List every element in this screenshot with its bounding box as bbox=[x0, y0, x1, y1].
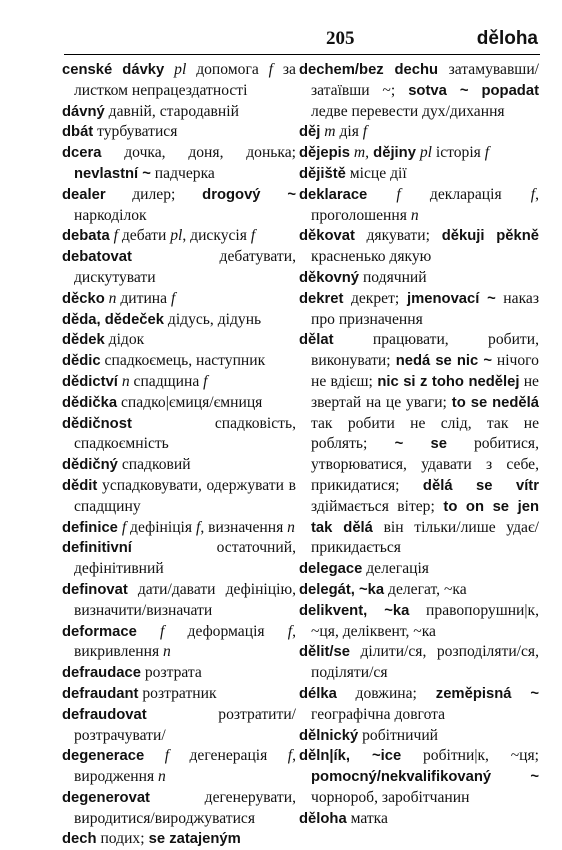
translation: дякувати; bbox=[354, 227, 430, 245]
grammar-label: f bbox=[136, 622, 165, 640]
dictionary-entry bbox=[299, 580, 539, 601]
grammar-label: m bbox=[320, 123, 336, 141]
translation: дідусь, дідунь bbox=[163, 310, 262, 328]
headword: defraudace bbox=[62, 665, 141, 682]
headword: debatovat bbox=[62, 249, 132, 266]
dictionary-entry bbox=[62, 580, 296, 622]
dictionary-entry bbox=[299, 60, 539, 122]
translation: турбуватися bbox=[93, 123, 178, 141]
translation: розтратник bbox=[138, 684, 217, 702]
headword: dělnický bbox=[299, 727, 359, 744]
headword: dbát bbox=[62, 124, 94, 141]
headword: delikvent, ~ka bbox=[299, 602, 410, 619]
translation: робітни|к, ~ця; bbox=[401, 747, 539, 765]
dictionary-entry bbox=[299, 226, 539, 268]
grammar-label: pl bbox=[164, 61, 187, 78]
dictionary-entry bbox=[62, 663, 296, 684]
translation: дія bbox=[335, 123, 359, 141]
dictionary-entry bbox=[62, 330, 296, 351]
dictionary-entry bbox=[299, 185, 539, 227]
dictionary-entry bbox=[62, 247, 296, 289]
header-rule bbox=[64, 54, 540, 55]
phrase: drogový ~ bbox=[175, 186, 297, 203]
phrase: censké dávky bbox=[62, 62, 165, 78]
headword: degenerovat bbox=[62, 789, 150, 806]
translation: дідок bbox=[104, 331, 145, 349]
phrase: dělá se vítr bbox=[399, 477, 539, 494]
dictionary-entry bbox=[62, 455, 296, 476]
dictionary-entry bbox=[299, 559, 539, 580]
dictionary-entry bbox=[62, 518, 296, 539]
dictionary-entry bbox=[299, 809, 539, 830]
translation: правопорушни|к, ~ця, деліквент, ~ка bbox=[311, 601, 539, 640]
headword: děloha bbox=[299, 810, 347, 827]
translation: він тільки/лише удає/прикидається bbox=[311, 518, 540, 557]
translation: , дискусія bbox=[182, 227, 247, 245]
translation: спадко|ємиця/ємниця bbox=[117, 393, 263, 411]
right-column bbox=[299, 60, 539, 829]
translation: подих; bbox=[96, 830, 145, 848]
headword: dělat bbox=[299, 332, 334, 349]
grammar-label: pl bbox=[415, 144, 432, 162]
dictionary-entry bbox=[299, 289, 539, 331]
headword: degenerace bbox=[62, 748, 145, 765]
translation: спадщина bbox=[129, 372, 200, 390]
dictionary-entry bbox=[62, 351, 296, 372]
translation: дилер; bbox=[105, 185, 176, 203]
headword: děj bbox=[299, 124, 321, 141]
phrase: nevlastní ~ bbox=[74, 165, 151, 182]
dictionary-entry bbox=[62, 60, 296, 102]
dictionary-entry bbox=[62, 185, 296, 227]
translation: дебати bbox=[117, 227, 167, 245]
headword: deklarace bbox=[299, 186, 368, 203]
dictionary-entry bbox=[62, 476, 296, 518]
grammar-label: f bbox=[117, 518, 127, 536]
dictionary-entry bbox=[299, 642, 539, 684]
translation: спадковий bbox=[117, 456, 191, 474]
grammar-label: f bbox=[167, 289, 176, 307]
dictionary-entry bbox=[299, 726, 539, 747]
grammar-label: f bbox=[199, 372, 208, 390]
translation: нічого не вдієш; bbox=[311, 352, 539, 390]
headword: děkovat bbox=[299, 228, 355, 245]
translation: декрет; bbox=[343, 289, 400, 307]
dictionary-entry bbox=[299, 746, 539, 808]
dictionary-entry bbox=[299, 330, 539, 559]
translation: падчерка bbox=[150, 164, 215, 182]
dictionary-entry bbox=[62, 289, 296, 310]
translation: матка bbox=[346, 809, 388, 827]
translation: ледве перевести дух/дихання bbox=[311, 102, 505, 120]
dictionary-entry bbox=[299, 143, 539, 164]
headword: dech bbox=[62, 831, 97, 848]
dictionary-entry bbox=[299, 122, 539, 143]
dictionary-entry bbox=[62, 788, 296, 830]
dictionary-entry bbox=[62, 143, 296, 185]
translation: делегат, ~ка bbox=[384, 580, 467, 598]
headword: děcko bbox=[62, 290, 105, 307]
running-head: děloha bbox=[476, 28, 538, 49]
headword: dědictví bbox=[62, 373, 118, 390]
translation: , викривлення bbox=[74, 622, 296, 661]
translation: дебатувати, дискутувати bbox=[74, 248, 296, 286]
phrase: dějiny bbox=[369, 145, 416, 162]
headword: dealer bbox=[62, 186, 106, 203]
dictionary-entry bbox=[62, 829, 296, 850]
grammar-label: f bbox=[480, 144, 490, 162]
translation: дегенерувати, виродитися/вироджуватися bbox=[74, 788, 296, 827]
translation: давній, стародавній bbox=[104, 102, 239, 120]
phrase: pomocný/nekvalifikovaný ~ bbox=[311, 769, 539, 786]
headword: dědičnost bbox=[62, 415, 132, 432]
headword: dějiště bbox=[299, 165, 346, 182]
grammar-label: n bbox=[159, 643, 171, 661]
translation: працювати, робити, виконувати; bbox=[311, 331, 539, 370]
grammar-label: f bbox=[358, 123, 368, 141]
translation: здіймається вітер; bbox=[311, 497, 435, 515]
headword: děda, dědeček bbox=[62, 311, 164, 328]
dictionary-entry bbox=[299, 601, 539, 643]
translation: історія bbox=[431, 144, 481, 162]
translation: дефініція bbox=[126, 518, 193, 536]
phrase: ~ se bbox=[367, 436, 447, 453]
translation: успадковувати, одержувати в спадщину bbox=[74, 476, 296, 515]
dictionary-entry bbox=[62, 414, 296, 456]
grammar-label: f bbox=[258, 61, 273, 78]
translation: дитина bbox=[116, 289, 168, 307]
translation: географічна довгота bbox=[311, 705, 446, 723]
translation: розтратити/розтрачувати/ bbox=[74, 705, 296, 744]
grammar-label: pl bbox=[166, 227, 183, 245]
translation: робітничий bbox=[358, 726, 439, 744]
phrase: děkuji pěkně bbox=[429, 228, 540, 245]
grammar-label: n bbox=[104, 289, 117, 307]
grammar-label: f bbox=[264, 622, 293, 640]
headword: defraudant bbox=[62, 685, 139, 702]
translation: , визначення bbox=[200, 518, 284, 536]
dictionary-entry bbox=[299, 268, 539, 289]
headword: děkovný bbox=[299, 269, 360, 286]
headword: debata bbox=[62, 228, 110, 245]
translation: допомога bbox=[186, 61, 259, 78]
phrase: sotva ~ popadat bbox=[395, 82, 539, 99]
grammar-label: f bbox=[109, 227, 118, 245]
grammar-label: f bbox=[367, 185, 401, 203]
translation: спадкоємець, наступник bbox=[100, 352, 266, 370]
translation: розтрата bbox=[140, 664, 202, 682]
phrase: nedá se nic ~ bbox=[390, 353, 492, 370]
translation: за листком непрацездатності bbox=[74, 61, 296, 99]
grammar-label: m, bbox=[350, 144, 370, 162]
translation: дегенерація bbox=[169, 747, 268, 765]
phrase: nic si z toho nedělej bbox=[372, 373, 520, 390]
translation: подячний bbox=[359, 268, 427, 286]
headword: deformace bbox=[62, 623, 137, 640]
grammar-label: n bbox=[406, 206, 419, 224]
phrase: se zatajeným bbox=[144, 831, 241, 848]
headword: dechem/bez dechu bbox=[299, 62, 439, 78]
headword: delegát, ~ka bbox=[299, 581, 385, 598]
dictionary-entry bbox=[62, 226, 296, 247]
translation: делегація bbox=[362, 560, 429, 578]
headword: děln|ík, ~ice bbox=[299, 748, 402, 765]
dictionary-entry bbox=[62, 122, 296, 143]
grammar-label: f bbox=[501, 185, 536, 203]
translation: дати/давати дефініцію, визначити/визначати bbox=[74, 580, 296, 619]
translation: красненько дякую bbox=[311, 248, 432, 266]
grammar-label: n bbox=[154, 768, 166, 786]
headword: dědička bbox=[62, 394, 118, 411]
headword: definitivní bbox=[62, 540, 132, 557]
translation: робитися, утворюватися, удавати з себе, прикидатися; bbox=[311, 435, 539, 494]
translation: деформація bbox=[164, 622, 265, 640]
headword: dávný bbox=[62, 103, 105, 120]
dictionary-entry bbox=[62, 393, 296, 414]
headword: dědek bbox=[62, 332, 105, 349]
headword: defraudovat bbox=[62, 706, 147, 723]
dictionary-entry bbox=[299, 684, 539, 726]
translation: наркоділок bbox=[74, 206, 147, 224]
translation: спадковість, спадкоємність bbox=[74, 414, 296, 453]
headword: dekret bbox=[299, 290, 344, 307]
dictionary-entry bbox=[62, 684, 296, 705]
phrase: to se nedělá bbox=[446, 394, 539, 411]
headword: délka bbox=[299, 685, 337, 702]
headword: definice bbox=[62, 519, 118, 536]
translation: дочка, доня, донька; bbox=[101, 144, 296, 162]
translation: , виродження bbox=[74, 747, 297, 786]
grammar-label: f bbox=[267, 747, 293, 765]
dictionary-entry bbox=[62, 102, 296, 123]
headword: dědit bbox=[62, 477, 98, 494]
dictionary-entry bbox=[62, 538, 296, 580]
grammar-label: n bbox=[117, 372, 130, 390]
translation: , проголошення bbox=[311, 185, 540, 224]
headword: dělit/se bbox=[299, 644, 350, 661]
grammar-label: f bbox=[192, 518, 201, 536]
phrase: to on se jen tak dělá bbox=[311, 498, 539, 536]
grammar-label: f bbox=[246, 227, 256, 245]
headword: dědic bbox=[62, 353, 101, 370]
dictionary-entry bbox=[62, 705, 296, 747]
translation: чорнороб, заробітчанин bbox=[311, 788, 470, 806]
headword: delegace bbox=[299, 561, 363, 578]
translation: ділити/ся, розподіляти/ся, поділяти/ся bbox=[311, 643, 539, 682]
page-number: 205 bbox=[326, 28, 355, 49]
headword: definovat bbox=[62, 581, 128, 598]
translation: остаточний, дефінітивний bbox=[74, 539, 296, 578]
dictionary-entry bbox=[62, 310, 296, 331]
dictionary-entry bbox=[299, 164, 539, 185]
headword: dcera bbox=[62, 145, 102, 162]
phrase: zeměpisná ~ bbox=[416, 685, 540, 702]
translation: так робити не слід, так не роблять; bbox=[311, 414, 539, 453]
dictionary-entry bbox=[62, 746, 296, 788]
phrase: jmenovací ~ bbox=[399, 290, 496, 307]
headword: dějepis bbox=[299, 145, 350, 162]
page-header bbox=[64, 28, 540, 54]
translation: довжина; bbox=[336, 684, 417, 702]
headword: dědičný bbox=[62, 457, 118, 474]
grammar-label: n bbox=[283, 518, 295, 536]
grammar-label: f bbox=[144, 747, 170, 765]
dictionary-entry bbox=[62, 622, 296, 664]
translation: затамувавши/затаївши ~; bbox=[311, 61, 539, 99]
translation: місце дії bbox=[345, 164, 407, 182]
left-column bbox=[62, 60, 296, 850]
dictionary-entry bbox=[62, 372, 296, 393]
translation: не звертай на це уваги; bbox=[311, 372, 539, 411]
translation: наказ про призначення bbox=[311, 289, 539, 328]
translation: декларація bbox=[400, 185, 502, 203]
